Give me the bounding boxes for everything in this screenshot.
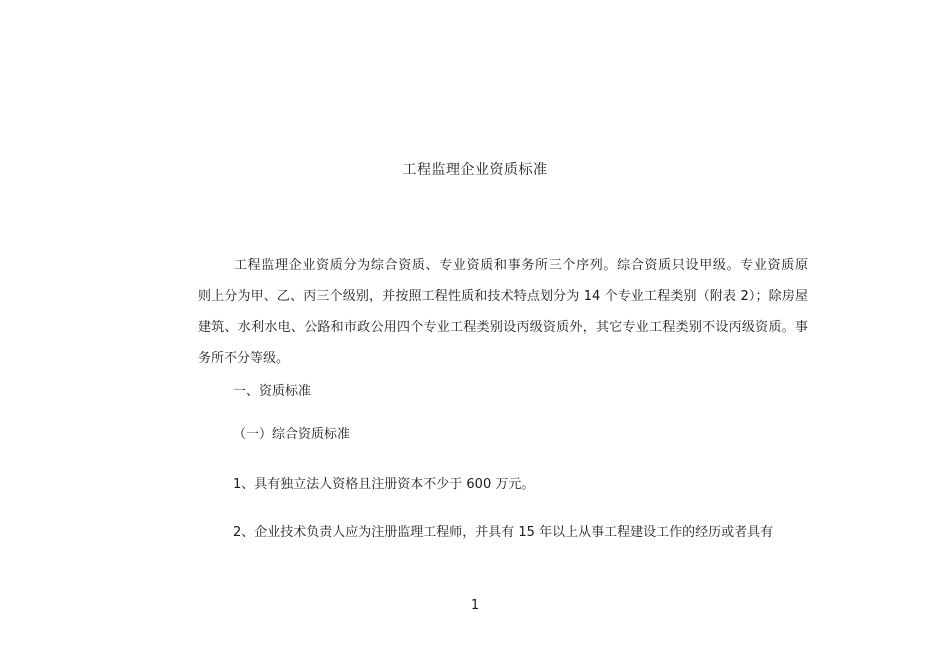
document-title: 工程监理企业资质标准 (402, 162, 548, 178)
section-heading: 一、资质标准 (233, 384, 312, 399)
intro-line: 建筑、水利水电、公路和市政公用四个专业工程类别设丙级资质外，其它专业工程类别不设丙级资质。事 (198, 320, 808, 335)
subsection-heading: （一）综合资质标准 (233, 427, 351, 442)
intro-line: 务所不分等级。 (198, 351, 290, 366)
intro-paragraph (198, 250, 808, 374)
intro-line: 则上分为甲、乙、丙三个级别，并按照工程性质和技术特点划分为 14 个专业工程类别（附表 2）；除房屋 (198, 289, 808, 304)
intro-line: 工程监理企业资质分为综合资质、专业资质和事务所三个序列。综合资质只设甲级。专业资质原 (234, 258, 808, 273)
list-item: 1、具有独立法人资格且注册资本不少于 600 万元。 (233, 477, 535, 492)
page-number: 1 (470, 598, 480, 613)
list-item: 2、企业技术负责人应为注册监理工程师，并具有 15 年以上从事工程建设工作的经历或者具有 (233, 525, 774, 540)
